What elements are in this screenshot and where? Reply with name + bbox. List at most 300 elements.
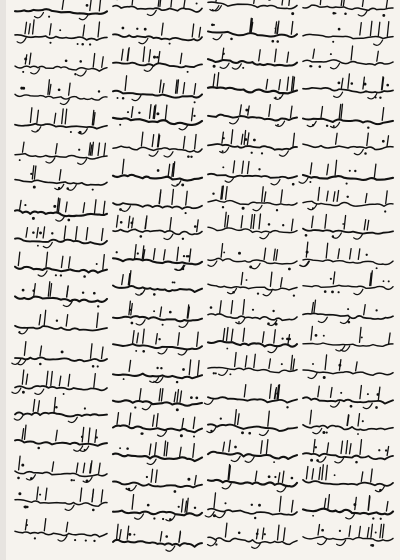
ink-stroke bbox=[374, 40, 383, 45]
ink-dot bbox=[223, 137, 225, 139]
manuscript-line bbox=[208, 328, 297, 353]
ink-stroke bbox=[291, 355, 293, 369]
ink-dot bbox=[238, 532, 241, 535]
ink-stroke bbox=[166, 442, 168, 455]
ink-dot bbox=[331, 291, 334, 294]
ink-stroke bbox=[156, 470, 158, 482]
ink-stroke bbox=[259, 430, 268, 435]
manuscript-line bbox=[15, 425, 107, 451]
ink-stroke bbox=[133, 331, 135, 343]
ink-stroke bbox=[91, 344, 93, 358]
ink-stroke bbox=[113, 118, 202, 125]
ink-dot bbox=[215, 372, 217, 374]
ink-stroke bbox=[312, 216, 314, 227]
ink-stroke bbox=[279, 80, 281, 90]
ink-stroke bbox=[205, 512, 214, 517]
ink-stroke bbox=[30, 108, 32, 123]
ink-stroke bbox=[341, 441, 343, 453]
ink-dot bbox=[129, 533, 132, 536]
ink-stroke bbox=[299, 178, 308, 183]
ink-dot bbox=[92, 365, 95, 368]
ink-dot bbox=[315, 446, 317, 448]
ink-stroke bbox=[291, 22, 293, 35]
ink-dot bbox=[59, 29, 61, 31]
ink-stroke bbox=[165, 105, 167, 119]
ink-stroke bbox=[243, 328, 245, 341]
ink-stroke bbox=[52, 462, 54, 472]
ink-stroke bbox=[51, 372, 53, 386]
ink-dot bbox=[330, 278, 332, 280]
ink-dot bbox=[71, 479, 73, 481]
ink-stroke bbox=[192, 108, 194, 121]
ink-stroke bbox=[371, 469, 373, 482]
ink-stroke bbox=[139, 38, 148, 43]
ink-stroke bbox=[197, 332, 199, 346]
ink-stroke bbox=[219, 370, 228, 375]
ink-dot bbox=[268, 475, 271, 478]
ink-stroke bbox=[46, 252, 48, 266]
ink-stroke bbox=[303, 397, 393, 403]
ink-stroke bbox=[354, 289, 363, 294]
ink-stroke bbox=[308, 204, 317, 209]
ink-dot bbox=[354, 170, 356, 172]
ink-dot bbox=[144, 28, 147, 31]
ink-dot bbox=[264, 533, 266, 535]
ink-dot bbox=[338, 364, 341, 367]
ink-dot bbox=[89, 43, 91, 45]
ink-dot bbox=[380, 518, 382, 520]
ink-stroke bbox=[161, 389, 163, 401]
ink-dot bbox=[136, 28, 138, 30]
ink-dot bbox=[182, 368, 185, 371]
ink-stroke bbox=[208, 480, 297, 487]
ink-stroke bbox=[281, 190, 283, 203]
ink-stroke bbox=[208, 144, 297, 150]
ink-stroke bbox=[303, 509, 393, 515]
manuscript-line bbox=[15, 226, 107, 248]
manuscript-line bbox=[113, 301, 202, 327]
ink-stroke bbox=[18, 252, 20, 265]
ink-stroke bbox=[293, 359, 295, 370]
ink-stroke bbox=[23, 142, 25, 152]
manuscript-line bbox=[303, 187, 393, 212]
ink-stroke bbox=[208, 341, 297, 347]
ink-stroke bbox=[278, 525, 280, 540]
ink-stroke bbox=[341, 0, 343, 6]
manuscript-line bbox=[303, 133, 393, 155]
ink-stroke bbox=[159, 389, 161, 401]
ink-dot bbox=[306, 251, 309, 254]
ink-stroke bbox=[178, 350, 187, 355]
ink-stroke bbox=[149, 151, 158, 156]
ink-stroke bbox=[361, 472, 363, 482]
ink-stroke bbox=[160, 532, 162, 541]
ink-dot bbox=[261, 152, 263, 154]
ink-dot bbox=[48, 16, 50, 18]
ink-dot bbox=[386, 84, 389, 87]
ink-stroke bbox=[12, 359, 21, 364]
ink-dot bbox=[185, 212, 187, 214]
ink-dot bbox=[273, 461, 275, 463]
ink-stroke bbox=[15, 531, 107, 537]
ink-stroke bbox=[62, 109, 64, 124]
ink-dot bbox=[351, 82, 354, 85]
ink-stroke bbox=[356, 362, 358, 371]
ink-stroke bbox=[255, 471, 256, 481]
ink-stroke bbox=[360, 23, 362, 35]
ink-dot bbox=[37, 447, 40, 450]
ink-stroke bbox=[341, 346, 350, 351]
ink-dot bbox=[256, 532, 259, 535]
ink-stroke bbox=[147, 10, 156, 15]
ink-stroke bbox=[386, 191, 388, 204]
ink-stroke bbox=[242, 161, 244, 173]
ink-dot bbox=[379, 97, 381, 99]
ink-dot bbox=[22, 87, 25, 90]
ink-stroke bbox=[120, 530, 122, 539]
ink-dot bbox=[24, 204, 26, 206]
ink-stroke bbox=[156, 334, 158, 344]
ink-dot bbox=[174, 490, 177, 493]
ink-stroke bbox=[44, 310, 46, 325]
ink-stroke bbox=[204, 399, 213, 404]
ink-dot bbox=[195, 397, 198, 400]
ink-dot bbox=[194, 101, 196, 103]
ink-dot bbox=[210, 306, 213, 309]
ink-dot bbox=[252, 309, 254, 311]
ink-stroke bbox=[208, 314, 297, 321]
ink-stroke bbox=[129, 413, 131, 425]
ink-stroke bbox=[337, 191, 339, 202]
ink-dot bbox=[222, 150, 224, 152]
ink-stroke bbox=[367, 133, 369, 146]
ink-dot bbox=[215, 543, 217, 545]
manuscript-line bbox=[303, 0, 393, 17]
ink-stroke bbox=[15, 35, 107, 40]
ink-stroke bbox=[362, 0, 364, 7]
ink-stroke bbox=[226, 187, 228, 200]
ink-stroke bbox=[279, 151, 288, 156]
manuscript-line bbox=[113, 105, 202, 130]
ink-stroke bbox=[261, 441, 263, 454]
ink-stroke bbox=[268, 411, 270, 426]
ink-stroke bbox=[113, 511, 202, 516]
ink-stroke bbox=[266, 79, 268, 89]
ink-dot bbox=[122, 27, 125, 30]
ink-dot bbox=[153, 56, 156, 59]
ink-stroke bbox=[220, 148, 229, 153]
ink-dot bbox=[338, 291, 340, 293]
ink-stroke bbox=[45, 488, 47, 500]
ink-stroke bbox=[327, 191, 329, 201]
ink-stroke bbox=[43, 242, 52, 247]
ink-dot bbox=[245, 109, 248, 112]
ink-stroke bbox=[208, 368, 297, 373]
ink-stroke bbox=[113, 400, 202, 405]
ink-stroke bbox=[62, 0, 64, 9]
ink-stroke bbox=[15, 154, 107, 159]
ink-stroke bbox=[44, 519, 46, 531]
ink-stroke bbox=[113, 454, 202, 461]
ink-dot bbox=[131, 322, 134, 325]
ink-dot bbox=[286, 406, 288, 408]
ink-dot bbox=[19, 159, 21, 161]
ink-stroke bbox=[238, 414, 240, 425]
ink-dot bbox=[119, 447, 121, 449]
ink-stroke bbox=[125, 76, 127, 91]
manuscript-line bbox=[299, 160, 393, 184]
ink-stroke bbox=[104, 143, 106, 156]
ink-dot bbox=[157, 169, 160, 172]
ink-stroke bbox=[83, 203, 85, 213]
ink-stroke bbox=[291, 106, 293, 117]
ink-dot bbox=[123, 378, 125, 380]
ink-stroke bbox=[179, 322, 188, 327]
ink-stroke bbox=[158, 52, 160, 63]
ink-stroke bbox=[183, 136, 185, 148]
manuscript-line bbox=[113, 159, 202, 186]
ink-stroke bbox=[233, 161, 235, 173]
ink-dot bbox=[33, 186, 36, 189]
ink-dot bbox=[187, 71, 189, 73]
ink-stroke bbox=[350, 444, 352, 454]
ink-dot bbox=[330, 53, 332, 55]
ink-stroke bbox=[15, 238, 107, 244]
ink-stroke bbox=[282, 0, 284, 5]
manuscript-line bbox=[303, 465, 393, 492]
ink-stroke bbox=[15, 94, 107, 100]
ink-stroke bbox=[303, 313, 393, 319]
ink-stroke bbox=[371, 524, 373, 537]
ink-stroke bbox=[262, 528, 264, 539]
ink-stroke bbox=[98, 143, 100, 156]
ink-stroke bbox=[88, 428, 90, 442]
ink-stroke bbox=[380, 524, 382, 537]
ink-dot bbox=[274, 476, 276, 478]
ink-stroke bbox=[266, 440, 268, 454]
ink-stroke bbox=[328, 495, 330, 509]
ink-stroke bbox=[95, 200, 97, 213]
ink-stroke bbox=[287, 52, 289, 62]
ink-dot bbox=[213, 24, 215, 26]
ink-stroke bbox=[182, 499, 184, 512]
ink-stroke bbox=[324, 498, 326, 508]
ink-stroke bbox=[189, 360, 191, 375]
ink-stroke bbox=[65, 505, 74, 510]
ink-dot bbox=[74, 539, 76, 541]
ink-stroke bbox=[314, 440, 316, 453]
ink-dot bbox=[23, 506, 25, 508]
ink-dot bbox=[77, 43, 79, 45]
ink-stroke bbox=[113, 91, 202, 98]
ink-dot bbox=[127, 111, 129, 113]
ink-stroke bbox=[180, 53, 182, 63]
ink-dot bbox=[340, 392, 342, 394]
ink-stroke bbox=[35, 389, 44, 394]
ink-dot bbox=[305, 234, 308, 237]
ink-stroke bbox=[335, 160, 337, 175]
ink-stroke bbox=[22, 370, 24, 384]
ink-stroke bbox=[99, 463, 101, 473]
ink-stroke bbox=[158, 431, 167, 436]
ink-stroke bbox=[149, 50, 151, 62]
ink-dot bbox=[375, 406, 378, 409]
ink-stroke bbox=[216, 0, 218, 1]
manuscript-line bbox=[113, 360, 202, 383]
ink-stroke bbox=[282, 471, 284, 482]
ink-stroke bbox=[321, 107, 323, 118]
ink-stroke bbox=[15, 500, 107, 507]
ink-stroke bbox=[378, 22, 380, 36]
ink-stroke bbox=[56, 144, 58, 154]
ink-dot bbox=[350, 405, 353, 408]
ink-dot bbox=[96, 436, 98, 438]
ink-stroke bbox=[325, 355, 327, 370]
ink-dot bbox=[277, 124, 279, 126]
ink-stroke bbox=[74, 446, 83, 451]
ink-stroke bbox=[274, 94, 283, 99]
ink-stroke bbox=[254, 354, 256, 367]
ink-stroke bbox=[386, 502, 388, 512]
manuscript-line bbox=[15, 142, 107, 164]
ink-stroke bbox=[37, 228, 39, 238]
ink-dot bbox=[288, 338, 291, 341]
ink-stroke bbox=[253, 205, 262, 210]
ink-stroke bbox=[303, 229, 393, 234]
ink-dot bbox=[24, 58, 27, 61]
ink-stroke bbox=[59, 170, 61, 181]
ink-stroke bbox=[172, 189, 174, 204]
ink-dot bbox=[165, 535, 168, 538]
ink-stroke bbox=[63, 301, 72, 306]
manuscript-line bbox=[303, 300, 393, 323]
ink-stroke bbox=[223, 442, 225, 451]
manuscript-line bbox=[303, 326, 393, 351]
ink-dot bbox=[178, 506, 180, 508]
ink-dot bbox=[347, 308, 349, 310]
ink-stroke bbox=[338, 249, 340, 259]
ink-stroke bbox=[79, 14, 88, 19]
ink-stroke bbox=[276, 121, 285, 126]
ink-dot bbox=[364, 152, 367, 155]
ink-stroke bbox=[220, 301, 222, 313]
ink-dot bbox=[251, 504, 253, 506]
ink-dot bbox=[26, 524, 28, 526]
ink-dot bbox=[156, 56, 159, 59]
ink-stroke bbox=[43, 227, 45, 238]
ink-stroke bbox=[157, 414, 159, 427]
ink-dot bbox=[58, 88, 61, 91]
ink-stroke bbox=[15, 440, 107, 446]
ink-stroke bbox=[14, 415, 23, 420]
ink-stroke bbox=[217, 73, 219, 87]
ink-stroke bbox=[335, 458, 344, 463]
ink-dot bbox=[117, 97, 119, 99]
ink-dot bbox=[377, 393, 380, 396]
ink-stroke bbox=[131, 107, 133, 118]
ink-dot bbox=[92, 509, 95, 512]
manuscript-line bbox=[15, 80, 107, 105]
ink-stroke bbox=[268, 347, 277, 352]
manuscript-line bbox=[15, 487, 107, 511]
ink-stroke bbox=[350, 249, 352, 259]
ink-stroke bbox=[66, 522, 68, 531]
ink-stroke bbox=[389, 333, 391, 344]
ink-stroke bbox=[327, 443, 329, 453]
ink-dot bbox=[346, 196, 348, 198]
ink-dot bbox=[378, 449, 380, 451]
ink-stroke bbox=[334, 92, 343, 97]
ink-dot bbox=[181, 183, 184, 186]
ink-stroke bbox=[49, 84, 51, 94]
manuscript-line bbox=[208, 523, 298, 548]
ink-dot bbox=[156, 112, 159, 115]
ink-dot bbox=[160, 367, 162, 369]
ink-dot bbox=[134, 406, 136, 408]
ink-stroke bbox=[195, 476, 197, 485]
ink-stroke bbox=[245, 356, 247, 367]
ink-stroke bbox=[292, 500, 294, 512]
ink-stroke bbox=[150, 105, 152, 119]
manuscript-line bbox=[208, 73, 297, 100]
manuscript-line bbox=[205, 493, 297, 519]
ink-stroke bbox=[15, 296, 107, 301]
ink-stroke bbox=[65, 109, 67, 124]
ink-dot bbox=[119, 124, 121, 126]
ink-stroke bbox=[284, 528, 286, 540]
ink-stroke bbox=[222, 484, 231, 489]
ink-dot bbox=[276, 393, 278, 395]
ink-stroke bbox=[225, 523, 227, 537]
ink-stroke bbox=[61, 256, 63, 267]
ink-dot bbox=[372, 517, 374, 519]
manuscript-line bbox=[113, 132, 202, 158]
ink-stroke bbox=[230, 119, 239, 124]
ink-stroke bbox=[137, 333, 139, 343]
ink-stroke bbox=[318, 386, 320, 397]
ink-stroke bbox=[33, 400, 35, 412]
ink-stroke bbox=[155, 443, 157, 456]
ink-stroke bbox=[94, 374, 96, 388]
ink-dot bbox=[83, 275, 86, 278]
ink-stroke bbox=[128, 48, 130, 61]
ink-stroke bbox=[37, 487, 39, 499]
ink-stroke bbox=[358, 249, 360, 260]
ink-dot bbox=[367, 126, 369, 128]
ink-stroke bbox=[280, 496, 282, 511]
ink-stroke bbox=[113, 344, 202, 349]
ink-stroke bbox=[159, 192, 161, 204]
ink-dot bbox=[272, 310, 274, 312]
ink-stroke bbox=[163, 84, 165, 93]
manuscript-line bbox=[15, 53, 107, 76]
ink-stroke bbox=[132, 0, 134, 5]
ink-stroke bbox=[336, 133, 338, 144]
ink-stroke bbox=[160, 307, 162, 317]
ink-stroke bbox=[15, 471, 107, 476]
ink-stroke bbox=[78, 159, 87, 164]
manuscript-line bbox=[113, 469, 202, 493]
ink-stroke bbox=[331, 402, 340, 407]
manuscript-line bbox=[208, 105, 297, 127]
ink-stroke bbox=[382, 524, 384, 538]
ink-dot bbox=[73, 479, 75, 481]
ink-dot bbox=[339, 530, 341, 532]
ink-stroke bbox=[177, 390, 179, 402]
manuscript-line bbox=[208, 0, 297, 15]
ink-stroke bbox=[277, 21, 279, 33]
ink-stroke bbox=[141, 132, 143, 146]
